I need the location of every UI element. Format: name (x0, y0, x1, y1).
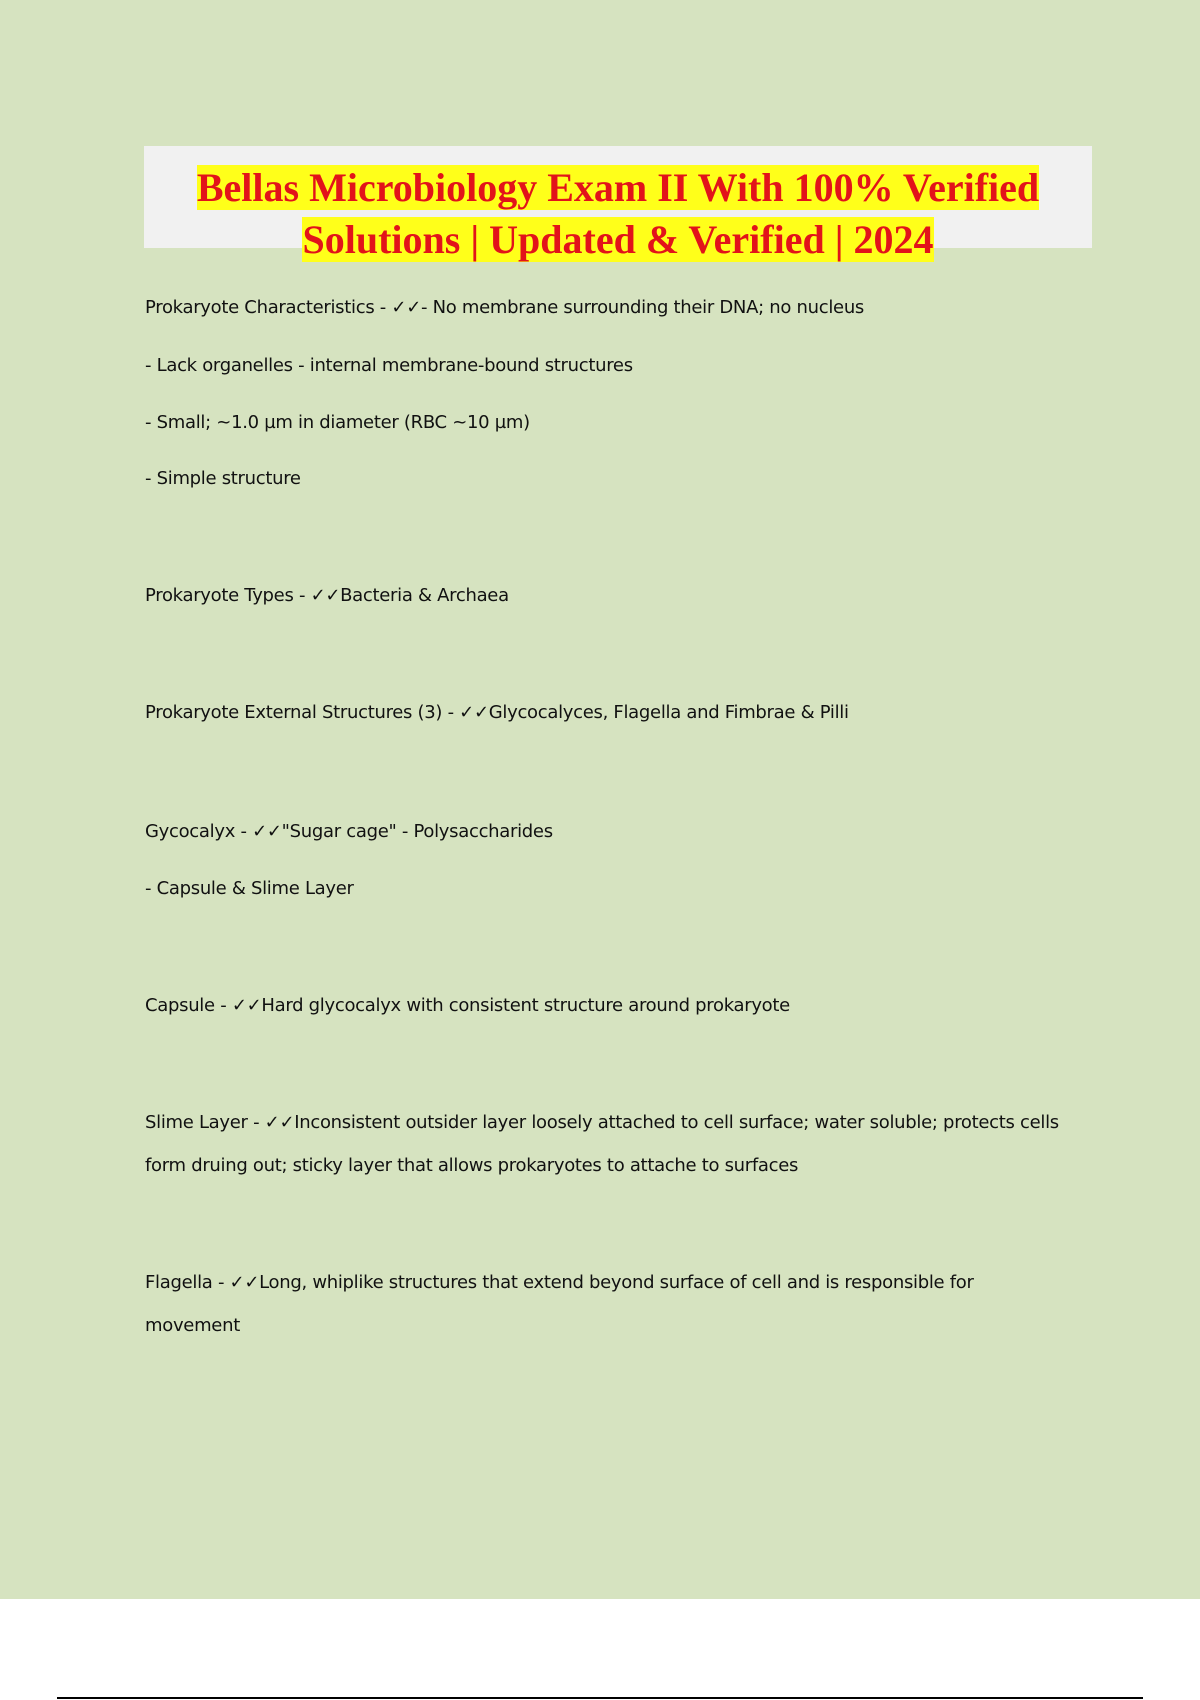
entry-line: - Simple structure (145, 468, 301, 489)
footer-divider (57, 1697, 1143, 1699)
entry-line: - Capsule & Slime Layer (145, 878, 354, 899)
entry-capsule: Capsule - ✓✓Hard glycocalyx with consistent structure around prokaryote (145, 995, 790, 1016)
entry-line: form druing out; sticky layer that allows prokaryotes to attache to surfaces (145, 1155, 799, 1176)
entry-line: movement (145, 1315, 240, 1336)
document-title (144, 146, 1092, 262)
entry-line: - Small; ~1.0 µm in diameter (RBC ~10 µm) (145, 412, 530, 433)
entry-glycocalyx: Gycocalyx - ✓✓"Sugar cage" - Polysaccharides (145, 821, 553, 842)
entry-line: - Lack organelles - internal membrane-bound structures (145, 355, 633, 376)
entry-flagella: Flagella - ✓✓Long, whiplike structures that extend beyond surface of cell and is responsible for (145, 1272, 974, 1293)
title-line-2: Solutions | Updated & Verified | 2024 (302, 217, 934, 262)
title-line-1: Bellas Microbiology Exam II With 100% Verified (196, 165, 1040, 210)
entry-prokaryote-types: Prokaryote Types - ✓✓Bacteria & Archaea (145, 585, 509, 606)
entry-prokaryote-characteristics: Prokaryote Characteristics - ✓✓- No membrane surrounding their DNA; no nucleus (145, 297, 865, 318)
entry-slime-layer: Slime Layer - ✓✓Inconsistent outsider layer loosely attached to cell surface; water soluble; protects cells (145, 1112, 1059, 1133)
entry-external-structures: Prokaryote External Structures (3) - ✓✓Glycocalyces, Flagella and Fimbrae & Pilli (145, 702, 849, 723)
